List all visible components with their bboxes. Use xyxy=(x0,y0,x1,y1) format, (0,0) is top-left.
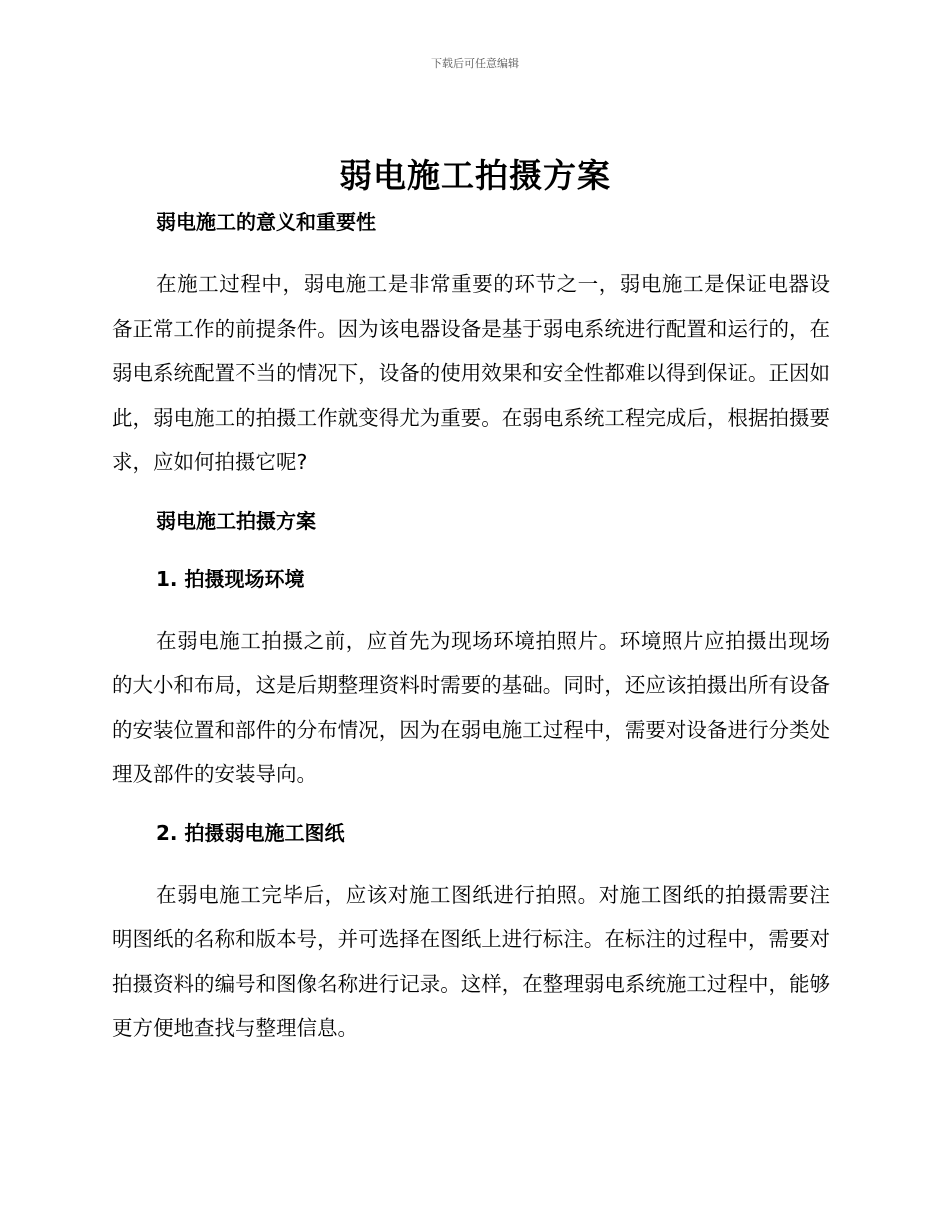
section-heading-site-environment: 1. 拍摄现场环境 xyxy=(156,566,305,591)
section-heading-plan: 弱电施工拍摄方案 xyxy=(156,508,316,533)
document-body xyxy=(112,204,830,1051)
section-paragraph-significance: 在施工过程中，弱电施工是非常重要的环节之一，弱电施工是保证电器设备正常工作的前提条件。因为该电器设备是基于弱电系统进行配置和运行的，在弱电系统配置不当的情况下，设备的使用效果和安全性都难以得到保证。正因如此，弱电施工的拍摄工作就变得尤为重要。在弱电系统工程完成后，根据拍摄要求，应如何拍摄它呢? xyxy=(112,272,830,474)
section-paragraph-drawings: 在弱电施工完毕后，应该对施工图纸进行拍照。对施工图纸的拍摄需要注明图纸的名称和版本号，并可选择在图纸上进行标注。在标注的过程中，需要对拍摄资料的编号和图像名称进行记录。这样，在整理弱电系统施工过程中，能够更方便地查找与整理信息。 xyxy=(112,882,830,1040)
section-paragraph-site-environment: 在弱电施工拍摄之前，应首先为现场环境拍照片。环境照片应拍摄出现场的大小和布局，这是后期整理资料时需要的基础。同时，还应该拍摄出所有设备的安装位置和部件的分布情况，因为在弱电施工过程中，需要对设备进行分类处理及部件的安装导向。 xyxy=(112,628,830,786)
header-note: 下载后可任意编辑 xyxy=(431,57,519,70)
document-title: 弱电施工拍摄方案 xyxy=(339,156,611,195)
section-heading-drawings: 2. 拍摄弱电施工图纸 xyxy=(156,820,345,845)
section-heading-significance: 弱电施工的意义和重要性 xyxy=(156,210,376,234)
